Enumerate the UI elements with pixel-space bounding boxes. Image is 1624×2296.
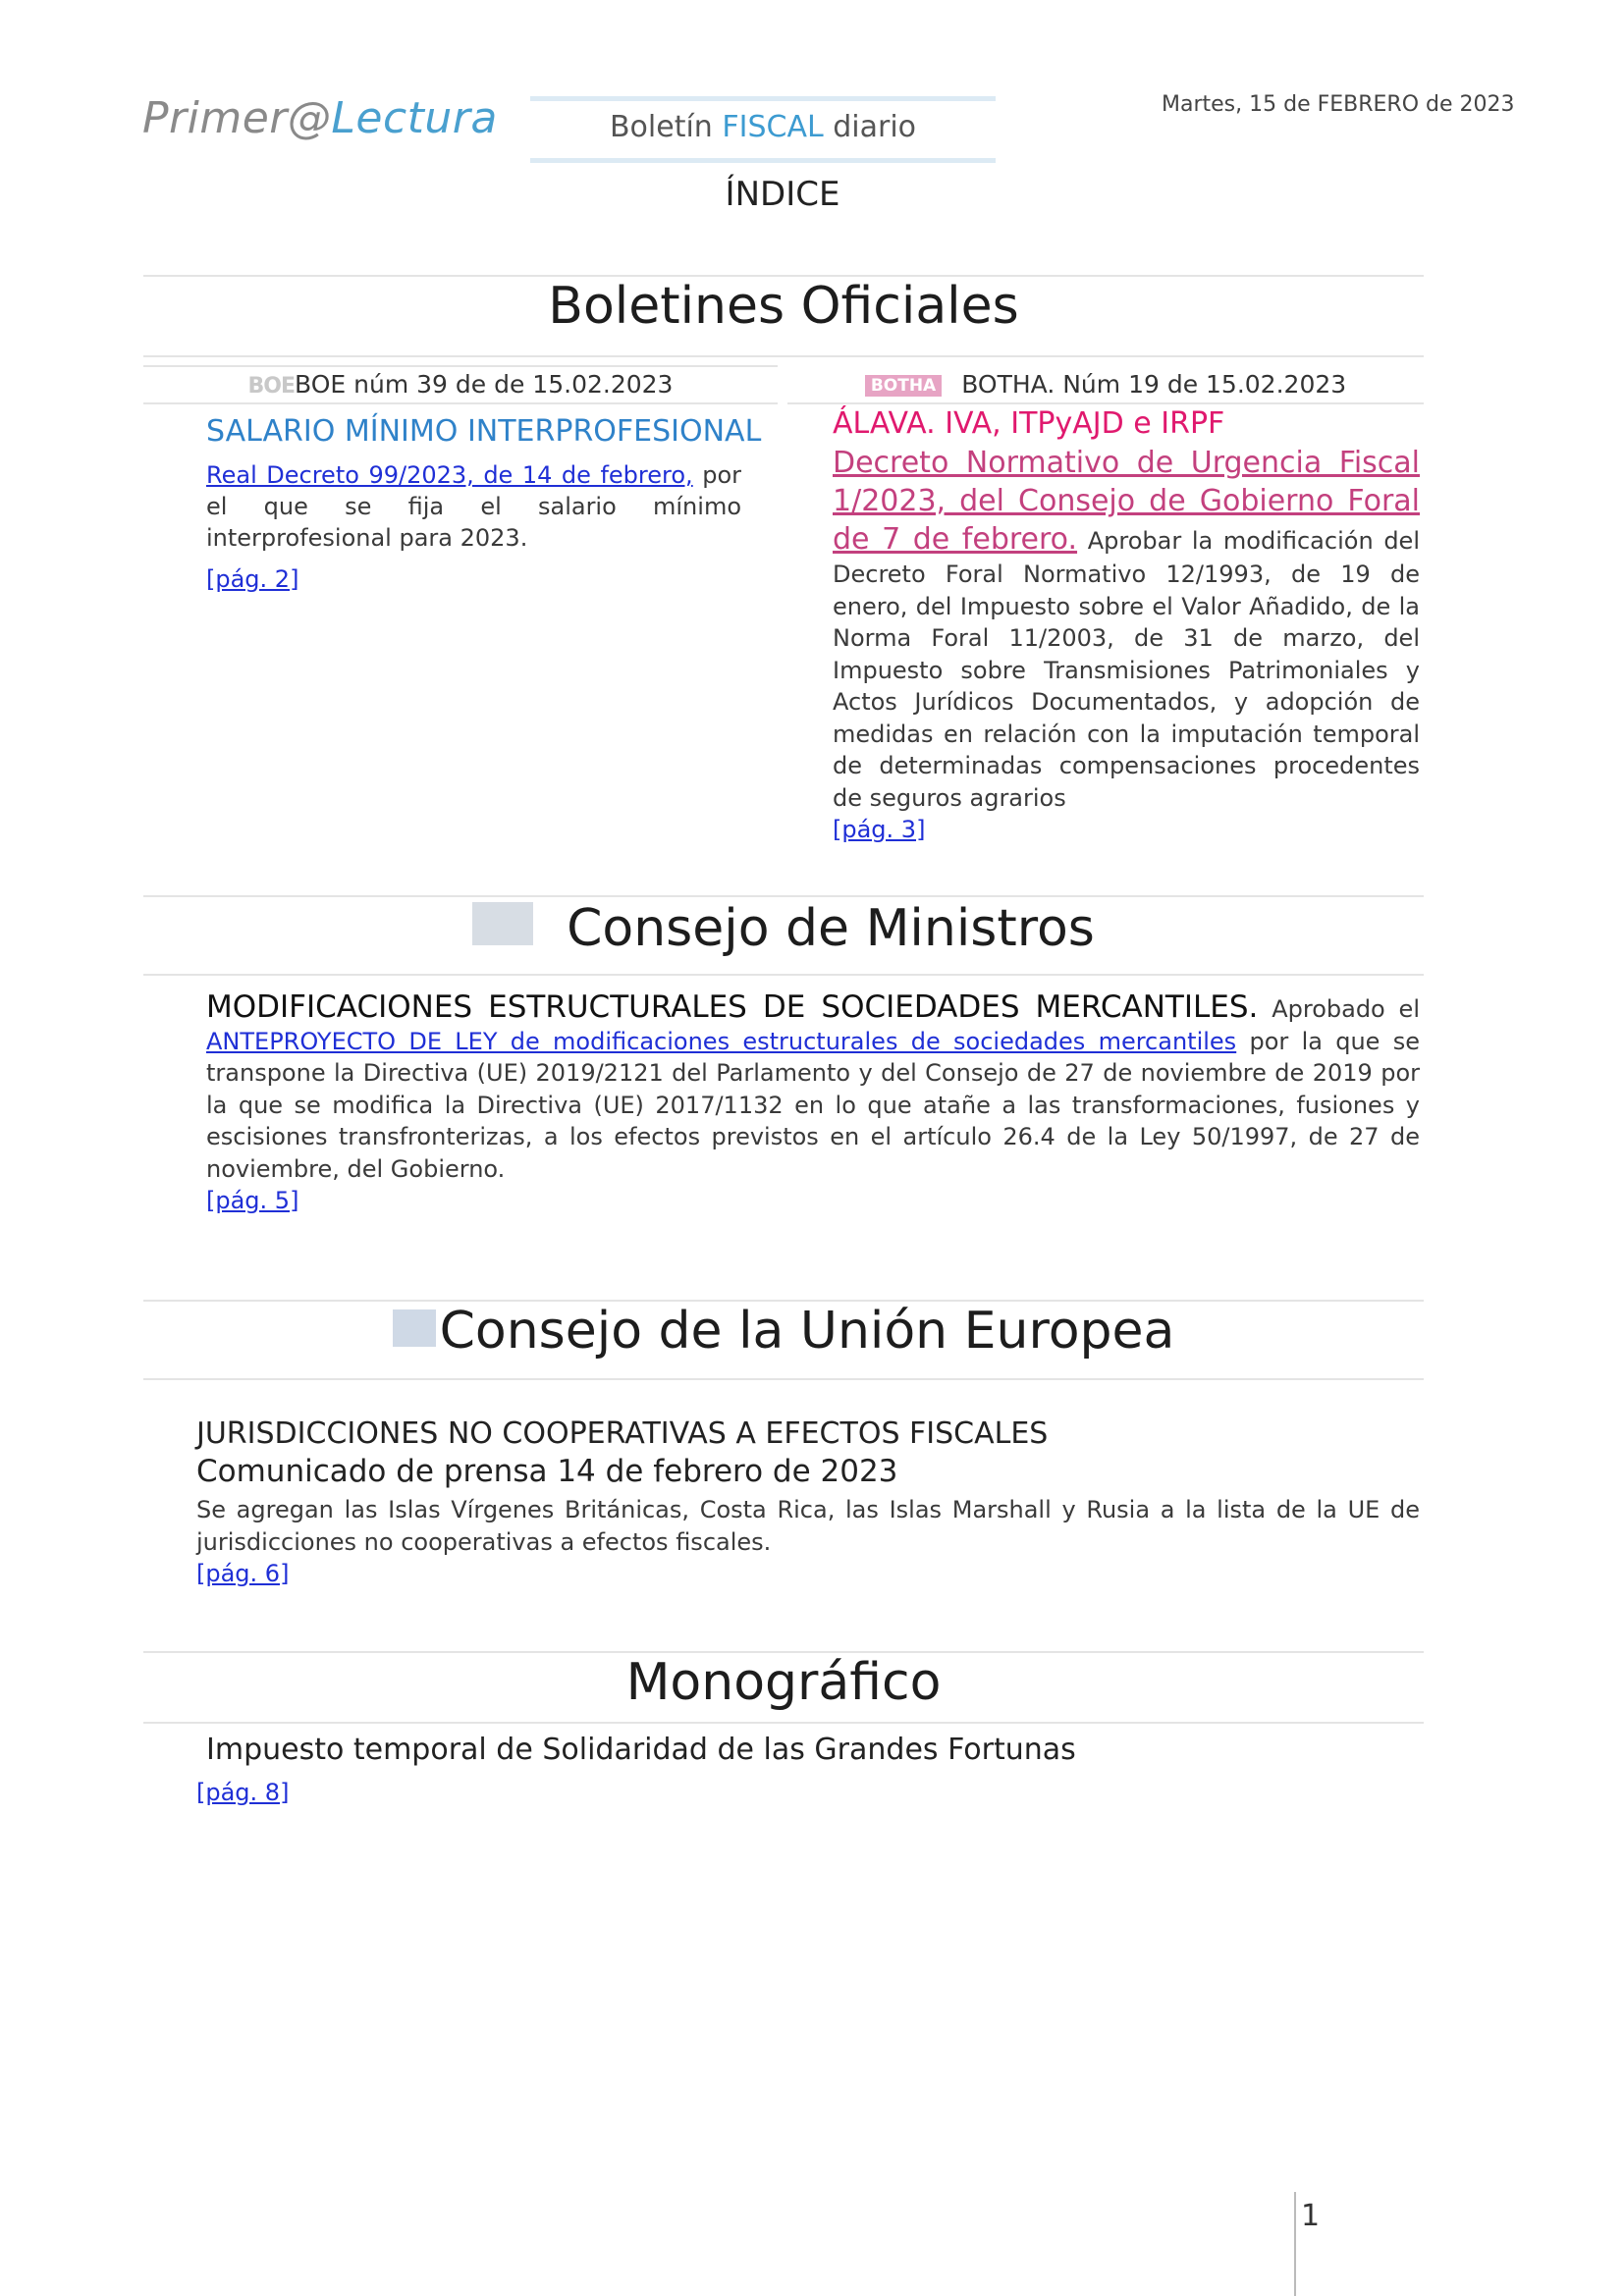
consejo-ministros-body (206, 991, 1420, 1217)
index-title: ÍNDICE (725, 175, 840, 214)
page-number: 1 (1301, 2199, 1321, 2233)
alava-title: ÁLAVA. IVA, ITPyAJD e IRPF (833, 406, 1225, 441)
divider (143, 1378, 1424, 1380)
decreto-normativo-link[interactable]: Decreto Normativo de Urgencia Fiscal 1/2023, del Consejo de Gobierno Foral de 7 de febrero. (833, 446, 1420, 557)
section-title-boletines: Boletines Oficiales (548, 277, 1019, 336)
ue-body (196, 1494, 1420, 1590)
divider (143, 895, 1424, 897)
logo-part1: Primer@ (142, 93, 332, 143)
consejo-ministros-title-text: Consejo de Ministros (567, 899, 1095, 958)
cm-text-before: Aprobado el (1258, 995, 1420, 1023)
botha-heading (787, 367, 1424, 404)
bulletin-title (530, 96, 996, 163)
page-number-divider (1294, 2192, 1296, 2296)
boe-logo: BOE (247, 374, 296, 399)
page-link-5[interactable]: [pág. 5] (206, 1187, 299, 1214)
divider (143, 974, 1424, 976)
page-link-8[interactable]: [pág. 8] (196, 1779, 290, 1806)
divider (143, 355, 1424, 357)
section-title-consejo-ministros (143, 899, 1424, 958)
page-link-2[interactable]: [pág. 2] (206, 565, 299, 593)
page-link-3[interactable]: [pág. 3] (833, 816, 926, 843)
eu-council-logo-icon (393, 1309, 436, 1347)
monografico-link-wrap (196, 1779, 289, 1806)
bulletin-prefix: Boletín (609, 110, 723, 144)
ue-subtitle: JURISDICCIONES NO COOPERATIVAS A EFECTOS FISCALES (196, 1416, 1049, 1451)
section-title-consejo-ue (143, 1302, 1424, 1361)
logo (142, 93, 498, 143)
salario-body (206, 459, 741, 595)
bulletin-accent: FISCAL (722, 110, 824, 144)
section-title-monografico: Monográfico (625, 1653, 942, 1712)
page-link-6[interactable]: [pág. 6] (196, 1560, 290, 1587)
issue-date: Martes, 15 de FEBRERO de 2023 (1162, 92, 1515, 117)
alava-text: Aprobar la modificación del Decreto Foral Normativo 12/1993, de 19 de enero, del Impuesto sobre el Valor Añadido, de la Norma Foral 11/2003, de 31 de marzo, del Impuesto sobre Transmisiones Patrimoniales y Actos Jurídicos Documentados, y adopción de medidas en relación con la imputación temporal de determinadas compensaciones procedentes de seguros agrarios (833, 527, 1420, 812)
alava-body (833, 444, 1420, 846)
boe-heading-text: BOE núm 39 de de 15.02.2023 (295, 370, 674, 399)
consejo-ue-title-text: Consejo de la Unión Europea (439, 1302, 1175, 1361)
real-decreto-link[interactable]: Real Decreto 99/2023, de 14 de febrero, (206, 461, 693, 489)
consejo-ministros-lead: MODIFICACIONES ESTRUCTURALES DE SOCIEDADES MERCANTILES. (206, 989, 1259, 1025)
cm-text-after: por la que se transpone la Directiva (UE) 2019/2121 del Parlamento y del Consejo de 27 de noviembre de 2019 por la que se modifica la Directiva (UE) 2017/1132 en lo que atañe a las transformaciones, fusiones y escisiones transfronterizas, a los efectos previstos en el artículo 26.4 de la Ley 50/1997, de 27 de noviembre, del Gobierno. (206, 1027, 1421, 1183)
anteproyecto-link[interactable]: ANTEPROYECTO DE LEY de modificaciones estructurales de sociedades mercantiles (206, 1027, 1237, 1055)
moncloa-logo-icon (472, 902, 533, 945)
ue-press-release: Comunicado de prensa 14 de febrero de 2023 (196, 1454, 898, 1489)
boe-heading (143, 365, 778, 404)
monografico-item: Impuesto temporal de Solidaridad de las Grandes Fortunas (206, 1733, 1076, 1767)
divider (143, 1722, 1424, 1724)
logo-part2: Lectura (331, 93, 498, 143)
bulletin-suffix: diario (823, 110, 917, 144)
botha-logo: BOTHA (865, 375, 942, 397)
ue-body-text: Se agregan las Islas Vírgenes Británicas, Costa Rica, las Islas Marshall y Rusia a la lista de la UE de jurisdicciones no cooperativas a efectos fiscales. (196, 1496, 1420, 1556)
salario-text: por el que se fija el salario mínimo interprofesional para 2023. (206, 461, 741, 552)
salario-title: SALARIO MÍNIMO INTERPROFESIONAL (206, 414, 762, 449)
botha-heading-text: BOTHA. Núm 19 de 15.02.2023 (961, 370, 1347, 399)
